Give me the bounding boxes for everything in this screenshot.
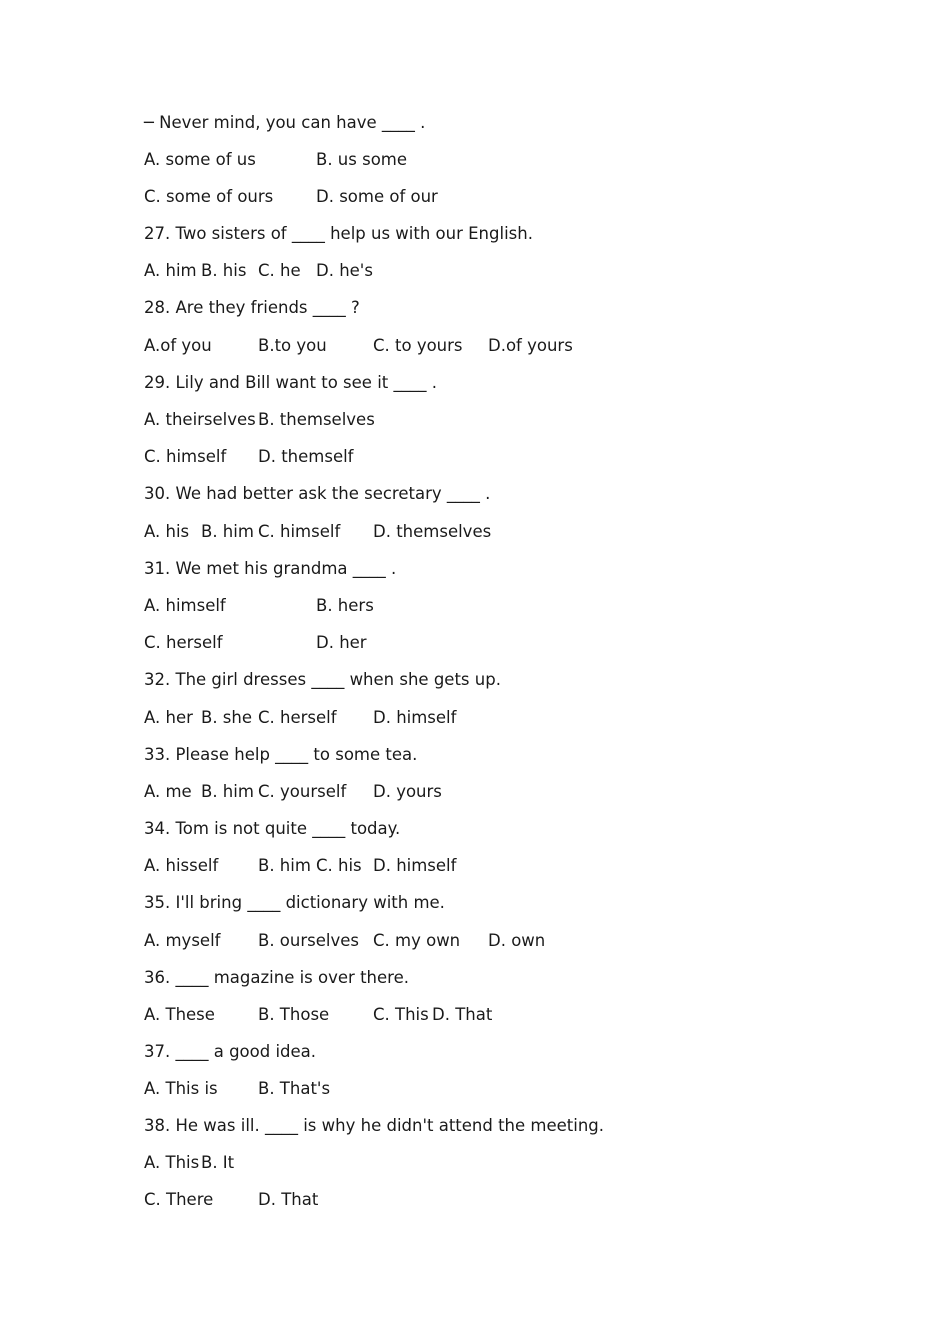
options-line <box>144 1151 235 1175</box>
option-b: B. That's <box>258 1079 331 1098</box>
option-c: C. yourself <box>258 782 347 801</box>
options-line <box>144 408 375 432</box>
option-b: B. hers <box>316 596 374 615</box>
option-c: C. to yours <box>373 336 463 355</box>
question-text: 29. Lily and Bill want to see it ____ . <box>144 373 437 392</box>
question-line <box>144 817 401 841</box>
question-line <box>144 371 437 395</box>
option-a: A. himself <box>144 596 226 615</box>
option-c: C. some of ours <box>144 187 274 206</box>
question-line <box>144 1040 317 1064</box>
option-b: B.to you <box>258 336 327 355</box>
option-a: A. These <box>144 1005 215 1024</box>
option-d: D. That <box>432 1005 493 1024</box>
options-line <box>144 334 573 358</box>
option-b: B. his <box>201 261 247 280</box>
option-a: A. me <box>144 782 192 801</box>
option-c: C. he <box>258 261 301 280</box>
option-a: A. her <box>144 708 193 727</box>
option-a: A. his <box>144 522 190 541</box>
question-text: 30. We had better ask the secretary ____ . <box>144 484 491 503</box>
options-line <box>144 520 492 544</box>
question-line <box>144 482 491 506</box>
option-c: C. This <box>373 1005 429 1024</box>
question-text: 38. He was ill. ____ is why he didn't attend the meeting. <box>144 1116 605 1135</box>
options-line <box>144 1003 493 1027</box>
options-line <box>144 780 442 804</box>
question-text: ─ Never mind, you can have ____ . <box>144 113 426 132</box>
option-a: A.of you <box>144 336 212 355</box>
question-line <box>144 557 397 581</box>
option-a: A. myself <box>144 931 221 950</box>
question-text: 27. Two sisters of ____ help us with our English. <box>144 224 533 243</box>
option-a: A. him <box>144 261 197 280</box>
question-text: 37. ____ a good idea. <box>144 1042 317 1061</box>
question-line <box>144 891 445 915</box>
question-line <box>144 296 360 320</box>
option-a: A. theirselves <box>144 410 256 429</box>
options-line <box>144 706 457 730</box>
question-text: 31. We met his grandma ____ . <box>144 559 397 578</box>
option-d: D.of yours <box>488 336 573 355</box>
question-line <box>144 668 501 692</box>
option-b: B. him <box>258 856 311 875</box>
question-text: 36. ____ magazine is over there. <box>144 968 409 987</box>
option-b: B. us some <box>316 150 408 169</box>
options-line <box>144 148 408 172</box>
options-line <box>144 185 438 209</box>
option-b: B. ourselves <box>258 931 359 950</box>
option-d: D. That <box>258 1190 319 1209</box>
option-d: D. themself <box>258 447 354 466</box>
option-b: B. Those <box>258 1005 330 1024</box>
option-d: D. some of our <box>316 187 438 206</box>
option-b: B. she <box>201 708 253 727</box>
option-d: D. himself <box>373 708 457 727</box>
option-c: C. his <box>316 856 362 875</box>
option-a: A. hisself <box>144 856 219 875</box>
option-d: D. yours <box>373 782 442 801</box>
question-text: 35. I'll bring ____ dictionary with me. <box>144 893 445 912</box>
option-d: D. her <box>316 633 367 652</box>
option-c: C. herself <box>258 708 337 727</box>
question-text: 32. The girl dresses ____ when she gets up. <box>144 670 501 689</box>
question-text: 34. Tom is not quite ____ today. <box>144 819 401 838</box>
option-b: B. themselves <box>258 410 375 429</box>
option-b: B. him <box>201 522 254 541</box>
question-line <box>144 1114 605 1138</box>
option-a: A. some of us <box>144 150 256 169</box>
option-b: B. him <box>201 782 254 801</box>
option-d: D. himself <box>373 856 457 875</box>
options-line <box>144 631 367 655</box>
question-line <box>144 222 533 246</box>
question-text: 28. Are they friends ____ ? <box>144 298 360 317</box>
options-line <box>144 1188 319 1212</box>
option-c: C. There <box>144 1190 214 1209</box>
option-d: D. he's <box>316 261 373 280</box>
options-line <box>144 594 374 618</box>
question-line <box>144 743 418 767</box>
options-line <box>144 259 373 283</box>
option-c: C. himself <box>258 522 341 541</box>
option-c: C. my own <box>373 931 461 950</box>
option-c: C. herself <box>144 633 223 652</box>
options-line <box>144 1077 331 1101</box>
option-a: A. This is <box>144 1079 218 1098</box>
options-line <box>144 929 546 953</box>
option-a: A. This <box>144 1153 200 1172</box>
options-line <box>144 854 457 878</box>
options-line <box>144 445 354 469</box>
option-c: C. himself <box>144 447 227 466</box>
question-line <box>144 111 426 135</box>
option-d: D. own <box>488 931 546 950</box>
question-line <box>144 966 409 990</box>
question-text: 33. Please help ____ to some tea. <box>144 745 418 764</box>
option-b: B. It <box>201 1153 235 1172</box>
option-d: D. themselves <box>373 522 492 541</box>
